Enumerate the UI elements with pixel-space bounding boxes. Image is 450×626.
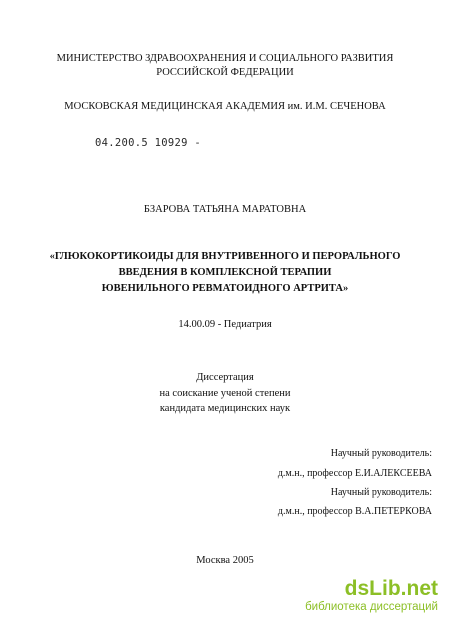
title-line-1: «ГЛЮКОКОРТИКОИДЫ ДЛЯ ВНУТРИВЕННОГО И ПЕРОРАЛЬНОГО [49, 251, 401, 262]
degree-line-1: на соискание ученой степени [159, 388, 291, 399]
title-line-3: ЮВЕНИЛЬНОГО РЕВМАТОИДНОГО АРТРИТА» [101, 283, 349, 294]
dslib-subtitle: библиотека диссертаций [305, 601, 438, 613]
library-stamp-number: 04.200.5 10929 - [95, 137, 201, 149]
author-name: БЗАРОВА ТАТЬЯНА МАРАТОВНА [143, 204, 307, 215]
ministry-line-2: РОССИЙСКОЙ ФЕДЕРАЦИИ [156, 67, 294, 78]
supervisor-2-role: Научный руководитель: [330, 487, 432, 498]
academy-name: МОСКОВСКАЯ МЕДИЦИНСКАЯ АКАДЕМИЯ им. И.М. СЕЧЕНОВА [64, 101, 386, 112]
specialty-code: 14.00.09 - Педиатрия [178, 319, 272, 330]
dissertation-label: Диссертация [196, 372, 254, 383]
dslib-watermark [305, 578, 438, 614]
supervisor-1-name: д.м.н., профессор Е.И.АЛЕКСЕЕВА [277, 468, 432, 479]
supervisor-1-role: Научный руководитель: [330, 448, 432, 459]
dslib-logo: dsLib.net [344, 577, 438, 600]
ministry-line-1: МИНИСТЕРСТВО ЗДРАВООХРАНЕНИЯ И СОЦИАЛЬНОГО РАЗВИТИЯ [56, 53, 394, 64]
place-and-year: Москва 2005 [196, 555, 254, 566]
supervisor-2-name: д.м.н., профессор В.А.ПЕТЕРКОВА [277, 506, 432, 517]
title-line-2: ВВЕДЕНИЯ В КОМПЛЕКСНОЙ ТЕРАПИИ [118, 267, 332, 278]
degree-line-2: кандидата медицинских наук [159, 403, 291, 414]
